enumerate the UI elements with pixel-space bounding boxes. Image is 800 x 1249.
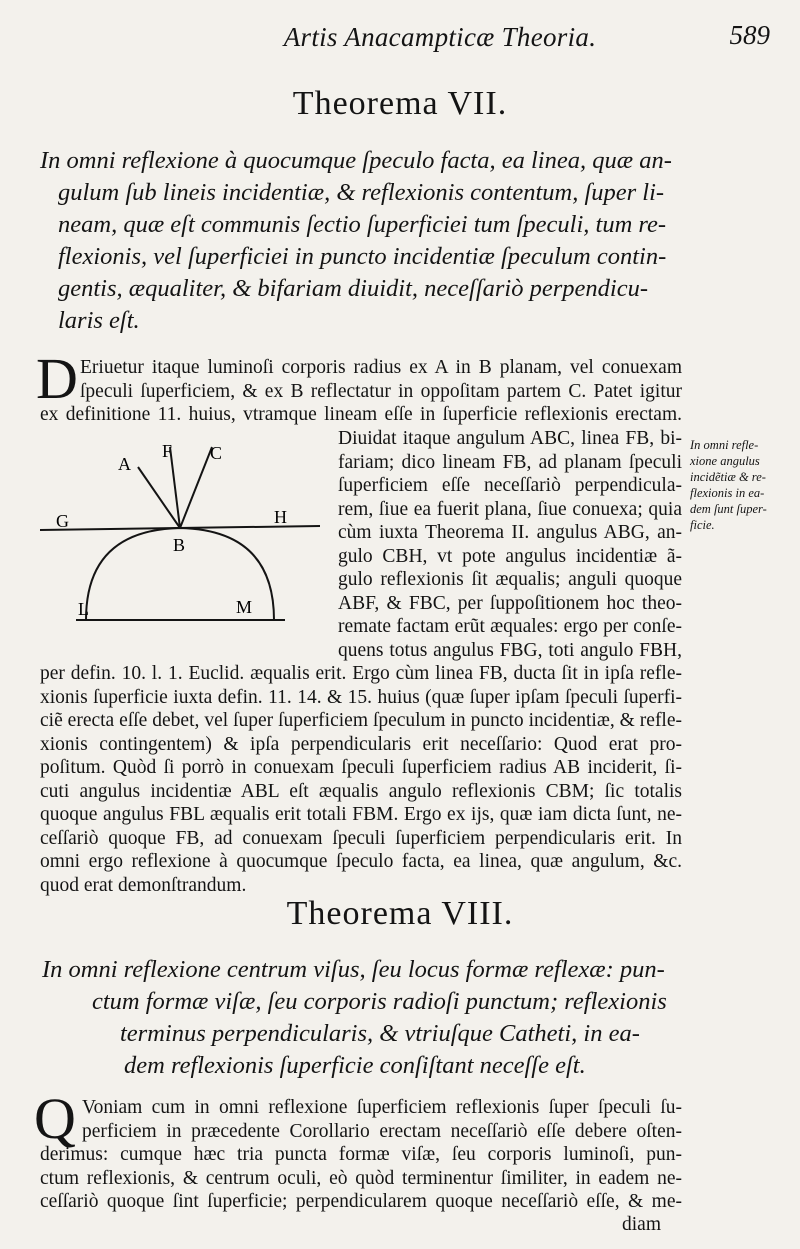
page-number: 589 — [729, 20, 770, 50]
margin-line: ficie. — [690, 518, 715, 532]
label-c: C — [210, 443, 223, 463]
theorem-7-intro — [80, 356, 682, 403]
text-line: ſpeculi ſuperficiem, & ex B reflectatur in oppoſitam partem C. Patet igitur — [80, 380, 682, 402]
theorem-7-intro-cont — [40, 403, 682, 427]
label-m: M — [236, 597, 253, 617]
drop-cap-d: D — [36, 346, 78, 411]
margin-line: flexionis in ea- — [690, 486, 765, 500]
text-line: gulo CBH, vt pote angulus incidentiæ ã- — [338, 545, 682, 567]
text-line: derimus: cumque hæc tria puncta formæ viſæ, ſeu corporis luminoſi, pun- — [40, 1144, 682, 1165]
text-line: xionis contingentem) & ipſa perpendicularis erit neceſſario: Quod erat pro- — [40, 733, 682, 755]
margin-line: In omni refle- — [690, 438, 759, 452]
proposition-line: In omni reflexione à quocumque ſpeculo facta, ea linea, quæ an- — [40, 147, 672, 174]
text-line: Eriuetur itaque luminoſi corporis radius ex A in B planam, vel conuexam — [80, 357, 682, 378]
text-line: omni ergo reflexione à quocumque ſpeculo facta, ea linea, quæ angulum, &c. — [40, 851, 682, 872]
proposition-line: flexionis, vel ſuperficiei in puncto incidentiæ ſpeculum contin- — [58, 243, 667, 270]
proposition-line: gulum ſub lineis incidentiæ, & reflexionis contentum, ſuper li- — [58, 179, 665, 206]
text-line: ciẽ erecta eſſe debet, vel ſuper ſuperficiem ſpeculum in puncto incidentiæ, & refle- — [40, 710, 682, 731]
text-line: Diuidat itaque angulum ABC, linea FB, bi- — [338, 428, 682, 449]
catchword: diam — [622, 1214, 661, 1235]
text-line: quod erat demonſtrandum. — [40, 874, 247, 896]
reflection-diagram — [40, 435, 340, 635]
theorem-8-body — [40, 1143, 682, 1214]
drop-cap-q: Q — [34, 1086, 76, 1151]
text-line: gulo reflexionis ſit æqualis; anguli quoque — [338, 569, 682, 590]
margin-line: xione angulus — [690, 454, 760, 468]
text-line: remate factam erũt æquales: ergo per conſe- — [338, 616, 682, 637]
theorem-8-body-indent — [82, 1096, 682, 1143]
label-g: G — [56, 511, 69, 531]
text-line: ex definitione 11. huius, vtramque lineam eſſe in ſuperficie reflexionis erectam. — [40, 404, 682, 425]
proposition-line: gentis, æqualiter, & bifariam diuidit, neceſſariò perpendicu- — [58, 275, 648, 302]
proposition-line: In omni reflexione centrum viſus, ſeu locus formæ reflexæ: pun- — [42, 956, 665, 983]
marginal-note — [690, 437, 800, 533]
proposition-line: dem reflexionis ſuperficie conſiſtant neceſſe eſt. — [124, 1052, 586, 1079]
proposition-line: neam, quæ eſt communis ſectio ſuperficiei tum ſpeculi, tum re- — [58, 211, 667, 238]
label-a: A — [118, 454, 131, 474]
theorem-8-proposition — [42, 954, 692, 1082]
text-line: rem, ſiue ea fuerit plana, ſiue conuexa; quia — [338, 498, 682, 520]
running-title: Artis Anacampticæ Theoria. — [283, 22, 597, 52]
text-line: fariam; dico lineam FB, ad planam ſpeculi — [338, 451, 682, 473]
text-line: perficiem in præcedente Corollario erectam neceſſariò eſſe debere oſten- — [82, 1120, 682, 1142]
margin-line: incidẽtiæ & re- — [690, 470, 766, 484]
text-line: ſuperficiem eſſe neceſſariò perpendicula- — [338, 475, 682, 496]
text-line: xionis ſuperficie iuxta defin. 11. 14. & 15. huius (quæ ſuper ipſam ſpeculi ſuperfi- — [40, 686, 682, 708]
proposition-line: terminus perpendicularis, & vtriuſque Catheti, in ea- — [120, 1020, 640, 1047]
text-line: cuti angulus incidentiæ ABL eſt æqualis angulo reflexionis CBM; ſic totalis — [40, 780, 682, 802]
text-line: per defin. 10. l. 1. Euclid. æqualis erit. Ergo cùm linea FB, ducta ſit in ipſa refle- — [40, 663, 682, 684]
text-line: ctum reflexionis, & centrum oculi, eò quòd terminentur ſimiliter, in eadem ne- — [40, 1167, 682, 1189]
text-line: cùm iuxta Theorema II. angulus ABG, an- — [338, 522, 682, 543]
text-line: poſitum. Quòd ſi porrò in conuexam ſpeculi ſuperficiem radius AB inciderit, ſi- — [40, 757, 682, 778]
theorem-7-side-text — [338, 427, 682, 662]
label-b: B — [173, 535, 186, 555]
label-l: L — [78, 599, 89, 619]
label-h: H — [274, 507, 287, 527]
text-line: ABF, & FBC, per ſuppoſitionem hoc theo- — [338, 592, 682, 614]
text-line: ceſſariò quoque ſint ſuperficie; perpendicularem quoque neceſſariò eſſe, & me- — [40, 1191, 682, 1212]
reflected-ray-bc — [180, 447, 212, 528]
margin-line: dem ſunt ſuper- — [690, 502, 767, 516]
theorem-7-body — [40, 662, 682, 897]
proposition-line: ctum formæ viſæ, ſeu corporis radioſi punctum; reflexionis — [92, 988, 667, 1015]
text-line: quens totus angulus FBG, toti angulo FBH, — [338, 639, 682, 661]
text-line: ceſſariò quoque FB, ad conuexam ſpeculi ſuperficiem perpendicularis erit. In — [40, 827, 682, 849]
text-line: quoque angulus FBL æqualis erit totali FBM. Ergo ex ijs, quæ iam dicta ſunt, ne- — [40, 804, 682, 825]
proposition-line: laris eſt. — [58, 307, 140, 334]
text-line: Voniam cum in omni reflexione ſuperficiem reflexionis ſuper ſpeculi ſu- — [82, 1097, 682, 1118]
theorem-7-proposition — [40, 145, 690, 337]
label-f: F — [162, 441, 173, 461]
theorem-7-heading: Theorema VII. — [292, 85, 508, 122]
theorem-8-heading: Theorema VIII. — [286, 895, 514, 932]
